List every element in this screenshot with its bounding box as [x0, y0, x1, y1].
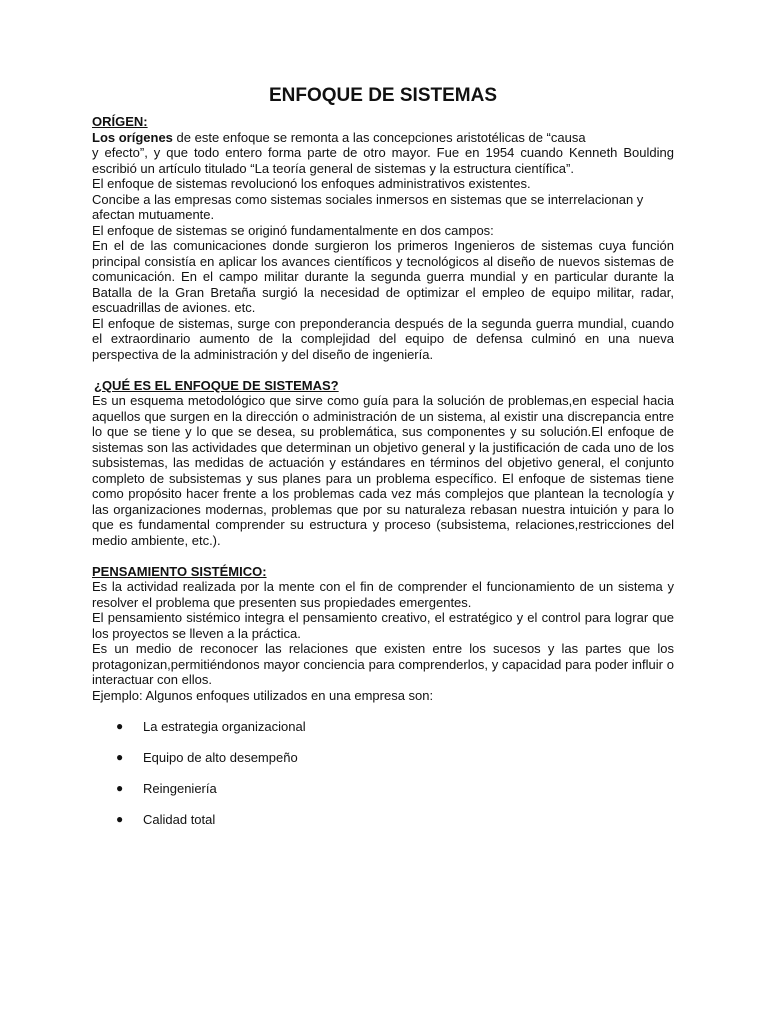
- bullet-icon: ●: [116, 719, 124, 733]
- paragraph-concibe: Concibe a las empresas como sistemas sociales inmersos en sistemas que se interrelacionan y afectan mutuamente.: [92, 191, 644, 222]
- list-item-label: Calidad total: [143, 812, 216, 827]
- bullet-icon: ●: [116, 781, 124, 795]
- paragraph-origenes-cont: y efecto”, y que todo entero forma parte de otro mayor. Fue en 1954 cuando Kenneth Boulding escribió un artículo titulado “La teoría general de sistemas y la estructura científica”.: [92, 145, 674, 176]
- section-heading-pensamiento: PENSAMIENTO SISTÉMICO:: [92, 563, 267, 579]
- section-heading-origen: ORÍGEN:: [92, 114, 148, 129]
- paragraph-actividad-mente: Es la actividad realizada por la mente con el fin de comprender el funcionamiento de un sistema y resolver el problema que presenten sus propiedades emergentes.: [92, 579, 674, 610]
- section-heading-que-es: ¿QUÉ ES EL ENFOQUE DE SISTEMAS?: [94, 377, 339, 393]
- paragraph-preponderancia: El enfoque de sistemas, surge con preponderancia después de la segunda guerra mundial, cuando el extraordinario aumento de la complejidad del equipo de defensa culminó en una nueva perspectiva de la administración y del diseño de ingeniería.: [92, 315, 674, 362]
- list-item-label: Reingeniería: [143, 781, 217, 796]
- paragraph-origenes-intro: [92, 130, 674, 146]
- list-item: [92, 781, 674, 812]
- list-item: [92, 750, 674, 781]
- document-title: ENFOQUE DE SISTEMAS: [268, 85, 498, 106]
- list-item-label: Equipo de alto desempeño: [143, 750, 298, 765]
- paragraph-dos-campos: El enfoque de sistemas se originó fundamentalmente en dos campos:: [92, 222, 494, 238]
- paragraph-ejemplo: Ejemplo: Algunos enfoques utilizados en una empresa son:: [92, 687, 434, 703]
- paragraph-revoluciono: El enfoque de sistemas revolucionó los enfoques administrativos existentes.: [92, 176, 531, 191]
- document-body: [92, 84, 674, 843]
- bullet-icon: ●: [116, 750, 124, 764]
- bold-term: Los orígenes: [92, 129, 173, 145]
- list-item: [92, 719, 674, 750]
- paragraph-comunicaciones: En el de las comunicaciones donde surgieron los primeros Ingenieros de sistemas cuya función principal consistía en aplicar los avances científicos y tecnológicos al diseño de nuevos sistemas de comunicación. En el campo militar durante la segunda guerra mundial y en particular durante la Batalla de la Gran Bretaña surgió la necesidad de optimizar el empleo de equipo militar, radar, escuadrillas de aviones. etc.: [92, 238, 674, 315]
- paragraph-integra: El pensamiento sistémico integra el pensamiento creativo, el estratégico y el control para lograr que los proyectos se lleven a la práctica.: [92, 610, 674, 641]
- paragraph-text: de este enfoque se remonta a las concepciones aristotélicas de “causa: [172, 129, 586, 145]
- paragraph-esquema-metodologico: Es un esquema metodológico que sirve como guía para la solución de problemas,en especial hacia aquellos que surgen en la dirección o administración de un sistema, al existir una discrepancia entre lo que se tiene y lo que se desea, su problemática, sus componentes y su solución.El enfoque de sistemas son las actividades que determinan un objetivo general y la justificación de cada uno de los subsistemas, las medidas de actuación y estándares en términos del objetivo general, el conjunto completo de subsistemas y sus planes para un problema específico. El enfoque de sistemas tiene como propósito hacer frente a los problemas cada vez más complejos que plantean la tecnología y las organizaciones modernas, problemas que por su naturaleza rebasan nuestra intuición y para lo que es fundamental comprender su estructura y proceso (subsistema, relaciones,restricciones del medio ambiente, etc.).: [92, 393, 674, 548]
- list-item: [92, 812, 674, 843]
- bullet-icon: ●: [116, 812, 124, 826]
- paragraph-medio-reconocer: Es un medio de reconocer las relaciones que existen entre los sucesos y las partes que los protagonizan,permitiéndonos mayor conciencia para comprenderlos, y capacidad para poder influir o interactuar con ellos.: [92, 641, 674, 687]
- list-item-label: La estrategia organizacional: [143, 719, 306, 734]
- bullet-list: [92, 719, 674, 843]
